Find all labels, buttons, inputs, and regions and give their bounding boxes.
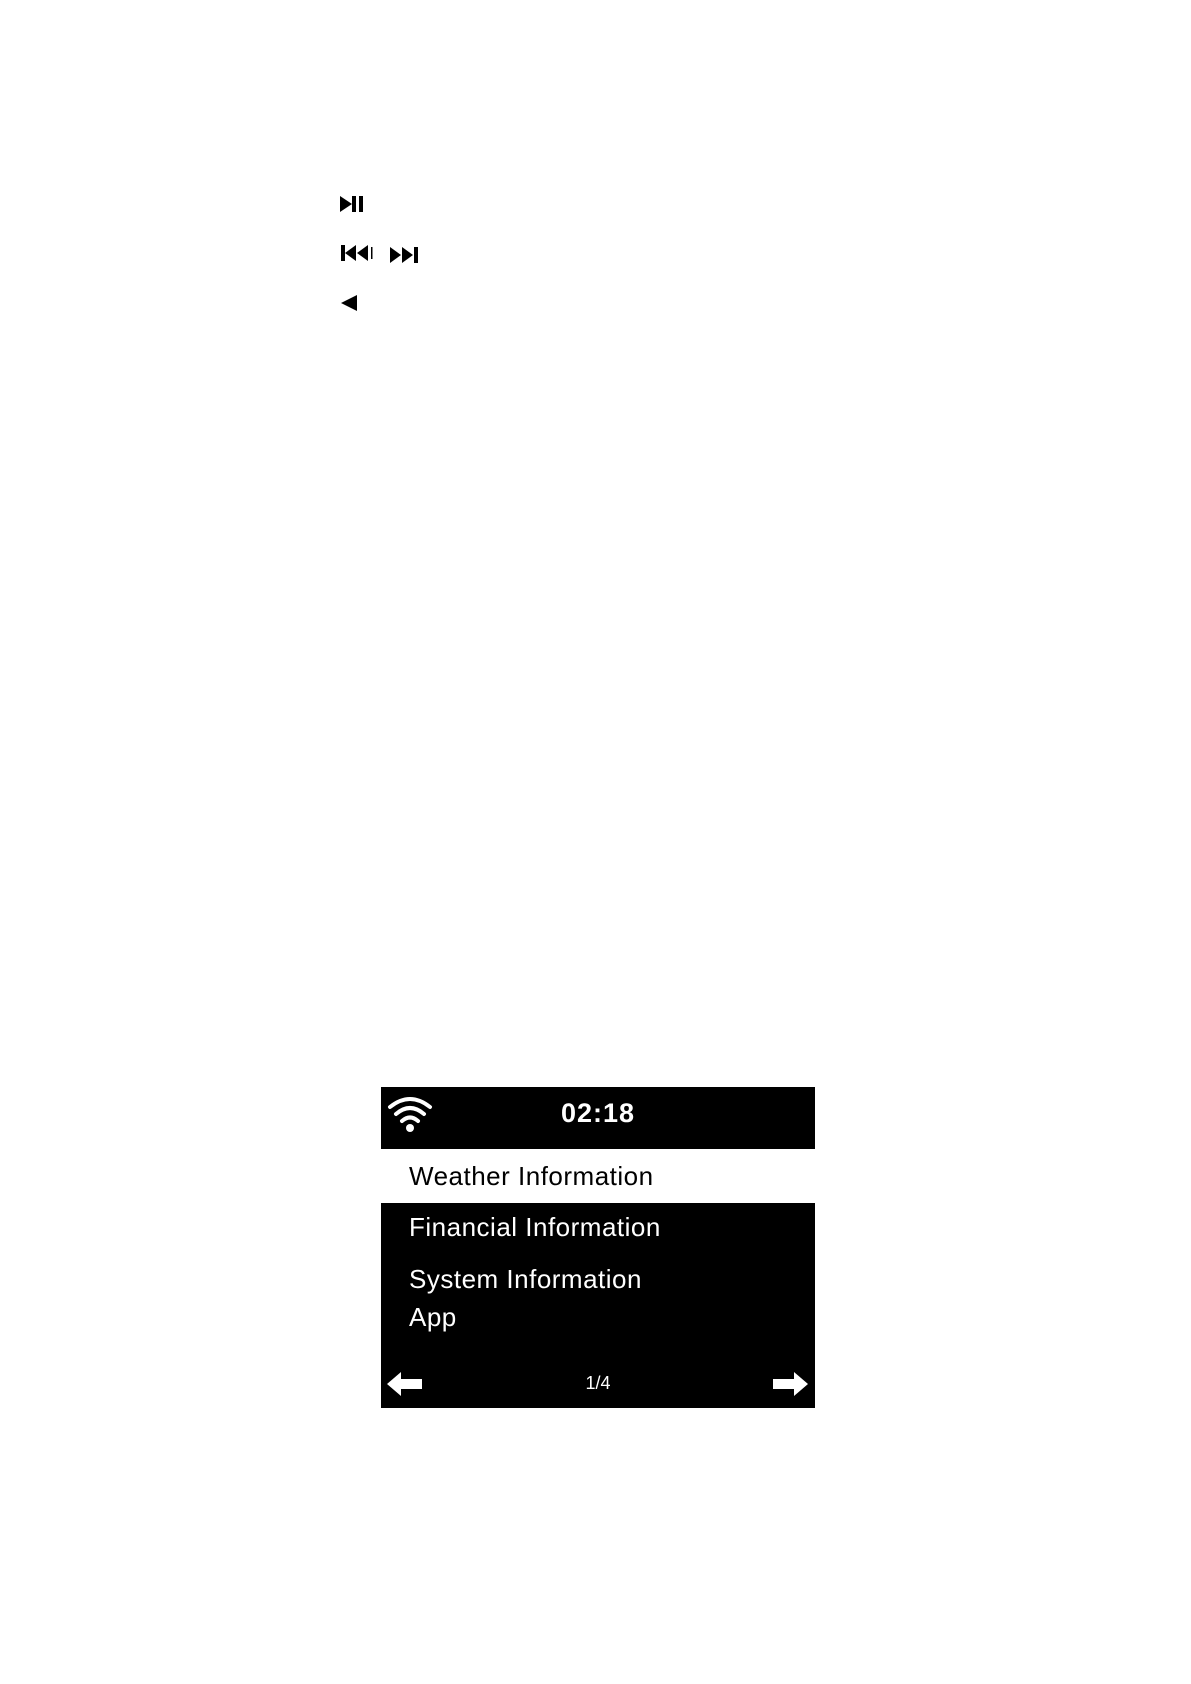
- menu-item-label: System Information: [409, 1264, 642, 1294]
- clock-time: 02:18: [560, 1098, 636, 1128]
- arrow-right-icon[interactable]: [772, 1371, 808, 1397]
- menu-item-financial-information[interactable]: [381, 1205, 815, 1249]
- menu-item-weather-information[interactable]: [381, 1149, 815, 1203]
- previous-track-icon: [341, 244, 373, 262]
- footer-bar: [381, 1367, 815, 1405]
- play-pause-icon: [340, 195, 366, 213]
- status-bar: [381, 1087, 815, 1149]
- menu-item-label: App: [409, 1302, 457, 1332]
- menu-item-system-information[interactable]: [381, 1257, 815, 1301]
- menu-item-label: Weather Information: [409, 1161, 654, 1191]
- menu-item-label: Financial Information: [409, 1212, 661, 1242]
- page-indicator: 1/4: [585, 1373, 611, 1393]
- next-track-icon: [390, 246, 422, 264]
- back-icon: [340, 294, 358, 312]
- device-screen: [381, 1087, 815, 1408]
- menu-item-app[interactable]: [381, 1297, 815, 1337]
